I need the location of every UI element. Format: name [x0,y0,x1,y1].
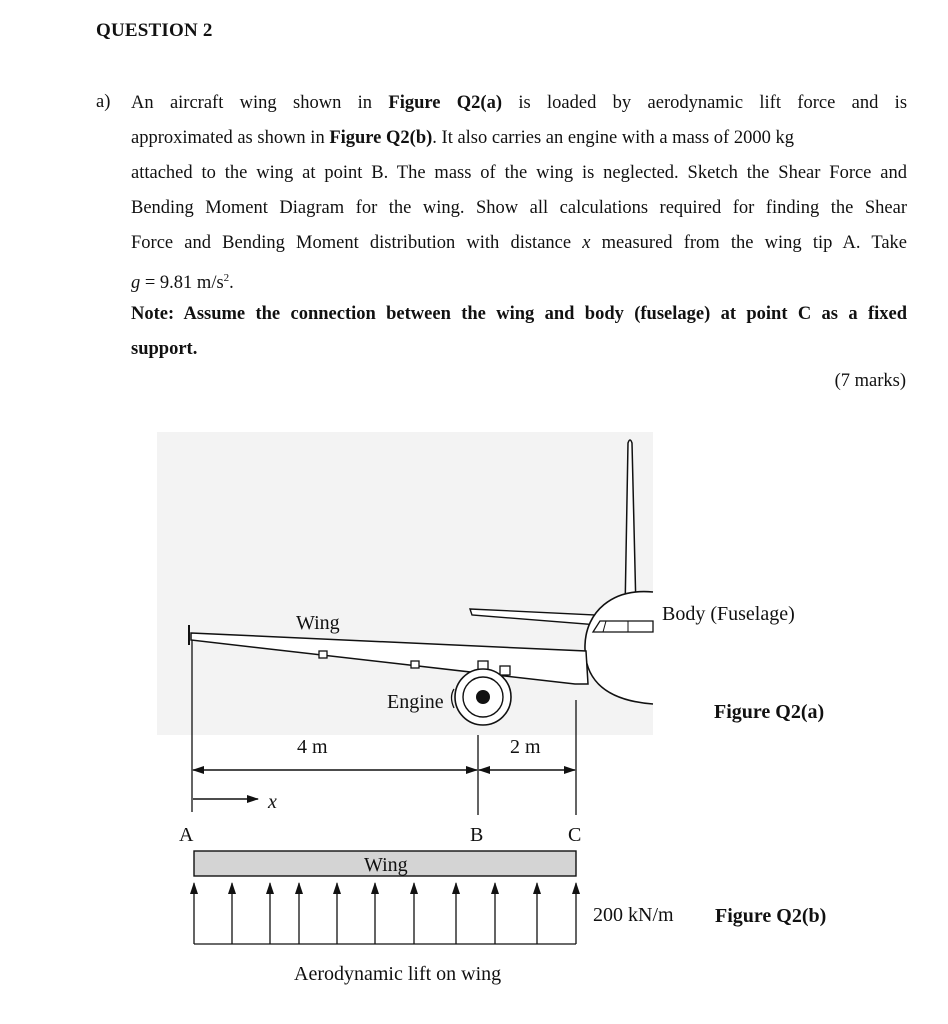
body-label: Body (Fuselage) [662,603,795,625]
text: An aircraft wing shown in [131,93,373,113]
figure-a-caption: Figure Q2(a) [714,701,825,723]
point-c-label: C [568,824,582,846]
point-b-label: B [470,824,484,846]
marks: (7 marks) [834,371,906,391]
text: measured from the wing tip A. Take [601,233,908,253]
figure-ref-b: Figure Q2(b) [329,128,433,148]
lift-label: Aerodynamic lift on wing [294,963,502,985]
note-line-2: support. [131,339,198,359]
text: Force and Bending Moment distribution with distance [131,233,572,253]
para-line-3: attached to the wing at point B. The mass of the wing is neglected. Sketch the Shear Force and [131,163,907,183]
note-line-1: Note: Assume the connection between the wing and body (fuselage) at point C as a fixed [131,304,907,324]
superscript: 2 [223,272,230,284]
wing-label-a: Wing [296,612,340,634]
figure-ref-a: Figure Q2(a) [388,93,503,113]
figure-b-caption: Figure Q2(b) [715,905,827,927]
question-title: QUESTION 2 [96,20,213,41]
dim-2m-label: 2 m [510,736,541,758]
x-label: x [268,791,277,813]
text: . It also carries an engine with a mass of 2000 kg [432,128,794,148]
cockpit-window [593,621,653,632]
para-line-4: Bending Moment Diagram for the wing. Show all calculations required for finding the Shear [131,198,907,218]
text: is loaded by aerodynamic lift force and is [518,93,908,113]
engine-label: Engine [387,691,444,713]
dim-4m-label: 4 m [297,736,328,758]
wing-label-b: Wing [364,854,408,876]
flap-track [500,666,510,675]
var-g: g [131,273,141,294]
flap-track [319,651,327,658]
engine-spinner [476,690,490,704]
text: approximated as shown in [131,128,325,148]
distributed-load [194,883,576,944]
point-a-label: A [179,824,194,846]
load-label: 200 kN/m [593,904,674,926]
var-x: x [582,233,591,253]
text: . [229,273,234,294]
part-label: a) [96,92,111,112]
flap-track [411,661,419,668]
text: = 9.81 m/s [140,273,224,294]
figure-a-panel [157,432,653,735]
